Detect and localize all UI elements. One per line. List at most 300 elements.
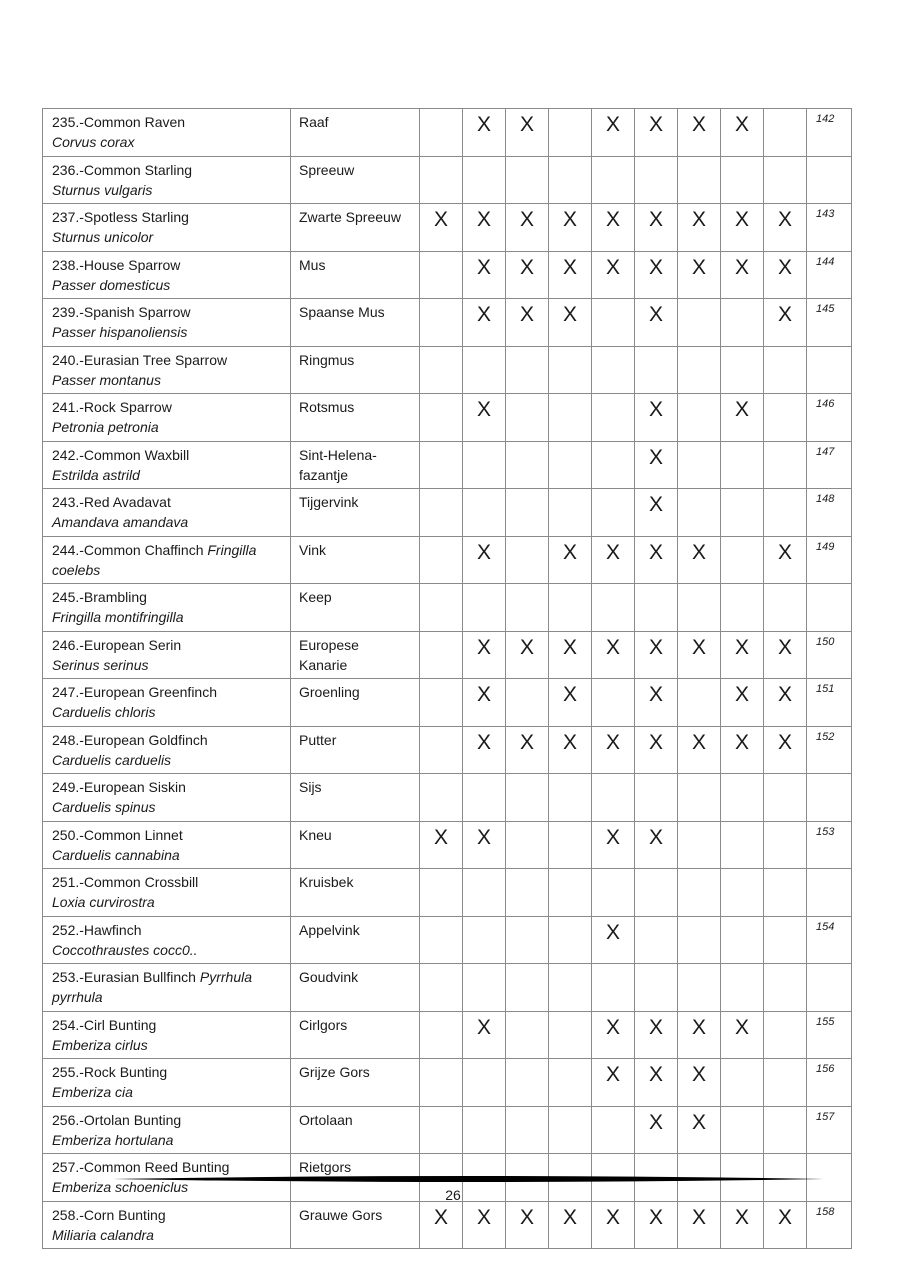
presence-mark <box>721 916 764 964</box>
presence-mark <box>420 251 463 299</box>
species-name-cell <box>43 441 291 489</box>
scientific-name: Carduelis spinus <box>52 799 156 815</box>
presence-mark: X <box>635 394 678 442</box>
presence-mark: X <box>463 204 506 252</box>
species-name-cell <box>43 394 291 442</box>
presence-mark: X <box>635 1059 678 1107</box>
presence-mark <box>506 821 549 869</box>
presence-mark <box>420 394 463 442</box>
presence-mark: X <box>592 536 635 584</box>
presence-mark <box>463 916 506 964</box>
species-name-cell <box>43 821 291 869</box>
species-name-cell <box>43 679 291 727</box>
presence-mark: X <box>764 536 807 584</box>
presence-mark <box>764 964 807 1012</box>
presence-mark <box>678 441 721 489</box>
presence-mark <box>420 964 463 1012</box>
presence-mark: X <box>506 726 549 774</box>
scientific-name: Miliaria calandra <box>52 1226 154 1243</box>
presence-mark <box>721 441 764 489</box>
presence-mark <box>678 584 721 632</box>
table-row <box>43 631 852 679</box>
presence-mark: X <box>549 251 592 299</box>
common-name: 254.-Cirl Bunting <box>52 1016 157 1033</box>
dutch-name: Vink <box>291 536 420 584</box>
presence-mark <box>506 584 549 632</box>
presence-mark <box>721 346 764 394</box>
common-name: 258.-Corn Bunting <box>52 1206 166 1223</box>
presence-mark: X <box>635 1201 678 1249</box>
table-row <box>43 821 852 869</box>
presence-mark <box>678 299 721 347</box>
presence-mark: X <box>549 631 592 679</box>
scientific-name: Coccothraustes cocc0.. <box>52 941 198 958</box>
reference-number: 150 <box>807 631 852 679</box>
presence-mark <box>721 156 764 204</box>
presence-mark <box>635 156 678 204</box>
presence-mark <box>764 394 807 442</box>
presence-mark: X <box>463 394 506 442</box>
common-name: 257.-Common Reed Bunting <box>52 1159 230 1175</box>
presence-mark: X <box>463 251 506 299</box>
presence-mark <box>420 1011 463 1059</box>
presence-mark: X <box>506 109 549 157</box>
presence-mark: X <box>592 109 635 157</box>
presence-mark <box>592 869 635 917</box>
presence-mark <box>549 821 592 869</box>
page-number: 26 <box>445 1187 461 1203</box>
presence-mark: X <box>635 536 678 584</box>
common-name: 238.-House Sparrow <box>52 256 181 273</box>
dutch-name: Sijs <box>291 774 420 822</box>
presence-mark: X <box>635 1106 678 1154</box>
presence-mark <box>764 156 807 204</box>
table-row <box>43 679 852 727</box>
scientific-name: Sturnus vulgaris <box>52 181 153 198</box>
reference-number: 153 <box>807 821 852 869</box>
table-row <box>43 204 852 252</box>
presence-mark <box>506 964 549 1012</box>
presence-mark <box>721 774 764 822</box>
presence-mark: X <box>635 489 678 537</box>
presence-mark: X <box>678 251 721 299</box>
presence-mark <box>721 964 764 1012</box>
table-row <box>43 964 852 1012</box>
table-row <box>43 109 852 157</box>
table-row <box>43 1201 852 1249</box>
presence-mark <box>592 441 635 489</box>
presence-mark: X <box>463 1201 506 1249</box>
presence-mark <box>678 156 721 204</box>
presence-mark: X <box>463 1011 506 1059</box>
common-name: 243.-Red Avadavat <box>52 494 171 510</box>
species-name-cell <box>43 726 291 774</box>
presence-mark <box>549 489 592 537</box>
presence-mark <box>678 916 721 964</box>
scientific-name: Emberiza schoeniclus <box>52 1179 189 1195</box>
presence-mark <box>549 394 592 442</box>
dutch-name: Ringmus <box>291 346 420 394</box>
presence-mark <box>635 584 678 632</box>
table-row <box>43 584 852 632</box>
scientific-name: Loxia curvirostra <box>52 894 155 910</box>
presence-mark: X <box>635 1011 678 1059</box>
presence-mark: X <box>721 631 764 679</box>
dutch-name: Rietgors <box>291 1154 420 1202</box>
presence-mark <box>506 916 549 964</box>
scientific-name: Carduelis carduelis <box>52 751 172 768</box>
table-row <box>43 536 852 584</box>
table-row <box>43 299 852 347</box>
table-row <box>43 394 852 442</box>
presence-mark <box>592 774 635 822</box>
presence-mark <box>764 489 807 537</box>
presence-mark <box>721 536 764 584</box>
presence-mark <box>635 774 678 822</box>
reference-number: 154 <box>807 916 852 964</box>
common-name: 235.-Common Raven <box>52 114 186 130</box>
presence-mark <box>420 631 463 679</box>
presence-mark: X <box>721 726 764 774</box>
reference-number: 152 <box>807 726 852 774</box>
species-name-cell <box>43 916 291 964</box>
presence-mark <box>463 156 506 204</box>
presence-mark <box>678 869 721 917</box>
presence-mark <box>463 346 506 394</box>
presence-mark: X <box>592 726 635 774</box>
presence-mark: X <box>549 299 592 347</box>
presence-mark <box>506 489 549 537</box>
presence-mark <box>506 774 549 822</box>
presence-mark <box>463 964 506 1012</box>
table-row <box>43 726 852 774</box>
presence-mark: X <box>635 631 678 679</box>
presence-mark: X <box>506 299 549 347</box>
common-name: 253.-Eurasian Bullfinch <box>52 969 196 985</box>
presence-mark <box>463 869 506 917</box>
presence-mark <box>506 394 549 442</box>
presence-mark: X <box>463 821 506 869</box>
presence-mark: X <box>635 251 678 299</box>
common-name: 248.-European Goldfinch <box>52 731 208 748</box>
presence-mark <box>635 964 678 1012</box>
presence-mark: X <box>721 1201 764 1249</box>
species-name-cell <box>43 869 291 917</box>
presence-mark <box>506 156 549 204</box>
scientific-name: Passer hispanoliensis <box>52 324 188 340</box>
table-row <box>43 774 852 822</box>
presence-mark <box>592 156 635 204</box>
reference-number: 156 <box>807 1059 852 1107</box>
presence-mark: X <box>678 631 721 679</box>
presence-mark <box>506 1059 549 1107</box>
scientific-name: Estrilda astrild <box>52 466 140 483</box>
dutch-name: Kneu <box>291 821 420 869</box>
scientific-name: Passer montanus <box>52 371 161 388</box>
presence-mark: X <box>721 109 764 157</box>
presence-mark <box>549 441 592 489</box>
presence-mark <box>764 916 807 964</box>
presence-mark: X <box>635 726 678 774</box>
scientific-name: Fringilla coelebs <box>52 541 257 578</box>
presence-mark: X <box>721 679 764 727</box>
presence-mark: X <box>506 1201 549 1249</box>
presence-mark <box>549 1011 592 1059</box>
species-name-cell <box>43 536 291 584</box>
presence-mark <box>463 1106 506 1154</box>
presence-mark <box>678 489 721 537</box>
presence-mark: X <box>463 536 506 584</box>
scientific-name: Petronia petronia <box>52 419 159 435</box>
presence-mark <box>420 679 463 727</box>
presence-mark <box>592 584 635 632</box>
common-name: 250.-Common Linnet <box>52 826 183 843</box>
presence-mark: X <box>764 726 807 774</box>
table-row <box>43 156 852 204</box>
presence-mark: X <box>764 204 807 252</box>
common-name: 249.-European Siskin <box>52 779 186 795</box>
dutch-name: Kruisbek <box>291 869 420 917</box>
reference-number <box>807 156 852 204</box>
presence-mark <box>764 1106 807 1154</box>
presence-mark: X <box>463 679 506 727</box>
presence-mark <box>420 1059 463 1107</box>
reference-number: 149 <box>807 536 852 584</box>
presence-mark: X <box>635 821 678 869</box>
common-name: 252.-Hawfinch <box>52 921 142 938</box>
presence-mark <box>506 1106 549 1154</box>
presence-mark <box>506 679 549 727</box>
common-name: 239.-Spanish Sparrow <box>52 304 191 320</box>
presence-mark <box>420 299 463 347</box>
presence-mark: X <box>592 251 635 299</box>
table-row <box>43 489 852 537</box>
common-name: 246.-European Serin <box>52 636 182 653</box>
table-row <box>43 346 852 394</box>
scientific-name: Carduelis chloris <box>52 704 156 720</box>
presence-mark <box>764 1059 807 1107</box>
species-name-cell <box>43 774 291 822</box>
presence-mark: X <box>420 204 463 252</box>
presence-mark <box>635 916 678 964</box>
presence-mark <box>592 394 635 442</box>
presence-mark: X <box>721 251 764 299</box>
table-row <box>43 869 852 917</box>
species-name-cell <box>43 584 291 632</box>
species-name-cell <box>43 489 291 537</box>
presence-mark: X <box>678 1201 721 1249</box>
presence-mark <box>420 346 463 394</box>
presence-mark <box>764 869 807 917</box>
presence-mark <box>635 346 678 394</box>
presence-mark <box>463 774 506 822</box>
presence-mark <box>549 1059 592 1107</box>
common-name: 255.-Rock Bunting <box>52 1064 168 1080</box>
scientific-name: Passer domesticus <box>52 276 171 293</box>
presence-mark: X <box>764 679 807 727</box>
presence-mark: X <box>678 1011 721 1059</box>
scientific-name: Corvus corax <box>52 134 135 150</box>
species-name-cell <box>43 251 291 299</box>
dutch-name: Sint-Helena-fazantje <box>291 441 420 489</box>
presence-mark <box>678 964 721 1012</box>
presence-mark <box>549 156 592 204</box>
presence-mark <box>463 1059 506 1107</box>
dutch-name: Spaanse Mus <box>291 299 420 347</box>
reference-number: 146 <box>807 394 852 442</box>
table-row <box>43 916 852 964</box>
presence-mark: X <box>592 204 635 252</box>
presence-mark <box>635 869 678 917</box>
presence-mark <box>592 489 635 537</box>
presence-mark <box>549 964 592 1012</box>
presence-mark <box>549 109 592 157</box>
presence-mark: X <box>549 536 592 584</box>
common-name: 245.-Brambling <box>52 589 147 605</box>
common-name: 256.-Ortolan Bunting <box>52 1111 182 1128</box>
presence-mark <box>764 109 807 157</box>
presence-mark <box>592 299 635 347</box>
presence-mark <box>420 774 463 822</box>
presence-mark: X <box>764 631 807 679</box>
scientific-name: Serinus serinus <box>52 656 149 673</box>
scientific-name: Amandava amandava <box>52 514 189 530</box>
presence-mark: X <box>635 679 678 727</box>
dutch-name: Putter <box>291 726 420 774</box>
scientific-name: Fringilla montifringilla <box>52 609 184 625</box>
presence-mark: X <box>678 726 721 774</box>
presence-mark <box>764 441 807 489</box>
presence-mark: X <box>592 1201 635 1249</box>
dutch-name: Appelvink <box>291 916 420 964</box>
scientific-name: Emberiza cia <box>52 1084 133 1100</box>
presence-mark: X <box>678 1106 721 1154</box>
reference-number: 144 <box>807 251 852 299</box>
presence-mark: X <box>678 204 721 252</box>
presence-mark <box>721 821 764 869</box>
presence-mark: X <box>463 299 506 347</box>
presence-mark <box>721 1106 764 1154</box>
presence-mark <box>721 584 764 632</box>
presence-mark <box>764 584 807 632</box>
presence-mark <box>592 964 635 1012</box>
dutch-name: Raaf <box>291 109 420 157</box>
species-name-cell <box>43 1011 291 1059</box>
presence-mark: X <box>764 251 807 299</box>
scientific-name: Carduelis cannabina <box>52 846 180 863</box>
presence-mark: X <box>764 299 807 347</box>
presence-mark: X <box>635 299 678 347</box>
presence-mark <box>721 299 764 347</box>
presence-mark <box>506 441 549 489</box>
table-row <box>43 441 852 489</box>
presence-mark: X <box>635 441 678 489</box>
common-name: 236.-Common Starling <box>52 161 193 178</box>
presence-mark: X <box>506 631 549 679</box>
reference-number: 157 <box>807 1106 852 1154</box>
dutch-name: Rotsmus <box>291 394 420 442</box>
dutch-name: Groenling <box>291 679 420 727</box>
presence-mark: X <box>764 1201 807 1249</box>
table-row <box>43 1011 852 1059</box>
presence-mark: X <box>721 1011 764 1059</box>
presence-mark <box>721 1059 764 1107</box>
common-name: 247.-European Greenfinch <box>52 684 217 700</box>
presence-mark: X <box>549 204 592 252</box>
presence-mark: X <box>506 204 549 252</box>
common-name: 242.-Common Waxbill <box>52 446 190 463</box>
presence-mark <box>463 489 506 537</box>
presence-mark <box>549 869 592 917</box>
presence-mark <box>764 774 807 822</box>
common-name: 237.-Spotless Starling <box>52 209 189 225</box>
presence-mark: X <box>678 109 721 157</box>
presence-mark <box>549 916 592 964</box>
presence-mark <box>549 774 592 822</box>
presence-mark: X <box>592 631 635 679</box>
presence-mark <box>420 869 463 917</box>
reference-number <box>807 774 852 822</box>
species-name-cell <box>43 631 291 679</box>
reference-number: 151 <box>807 679 852 727</box>
presence-mark: X <box>549 679 592 727</box>
dutch-name: Ortolaan <box>291 1106 420 1154</box>
presence-mark <box>764 346 807 394</box>
reference-number: 148 <box>807 489 852 537</box>
presence-mark <box>678 394 721 442</box>
presence-mark: X <box>463 726 506 774</box>
presence-mark: X <box>506 251 549 299</box>
presence-mark <box>549 346 592 394</box>
presence-mark: X <box>592 1059 635 1107</box>
presence-mark <box>420 489 463 537</box>
scientific-name: Pyrrhula pyrrhula <box>52 969 253 1005</box>
presence-mark <box>678 774 721 822</box>
presence-mark <box>764 1011 807 1059</box>
scientific-name: Emberiza cirlus <box>52 1036 148 1053</box>
presence-mark <box>420 536 463 584</box>
common-name: 244.-Common Chaffinch <box>52 541 204 558</box>
presence-mark <box>678 821 721 869</box>
presence-mark <box>721 489 764 537</box>
dutch-name: Zwarte Spreeuw <box>291 204 420 252</box>
presence-mark: X <box>592 1011 635 1059</box>
presence-mark: X <box>592 821 635 869</box>
reference-number: 145 <box>807 299 852 347</box>
common-name: 240.-Eurasian Tree Sparrow <box>52 351 228 368</box>
presence-mark <box>592 679 635 727</box>
reference-number <box>807 964 852 1012</box>
dutch-name: Keep <box>291 584 420 632</box>
presence-mark <box>420 726 463 774</box>
species-name-cell <box>43 1059 291 1107</box>
dutch-name: Mus <box>291 251 420 299</box>
common-name: 251.-Common Crossbill <box>52 874 199 890</box>
dutch-name: Europese Kanarie <box>291 631 420 679</box>
presence-mark <box>420 916 463 964</box>
presence-mark: X <box>549 726 592 774</box>
presence-mark <box>506 869 549 917</box>
scientific-name: Emberiza hortulana <box>52 1131 174 1148</box>
presence-mark: X <box>635 204 678 252</box>
presence-mark: X <box>463 631 506 679</box>
presence-mark <box>592 346 635 394</box>
presence-mark: X <box>549 1201 592 1249</box>
presence-mark <box>420 584 463 632</box>
presence-mark <box>420 441 463 489</box>
dutch-name: Cirlgors <box>291 1011 420 1059</box>
species-name-cell <box>43 299 291 347</box>
